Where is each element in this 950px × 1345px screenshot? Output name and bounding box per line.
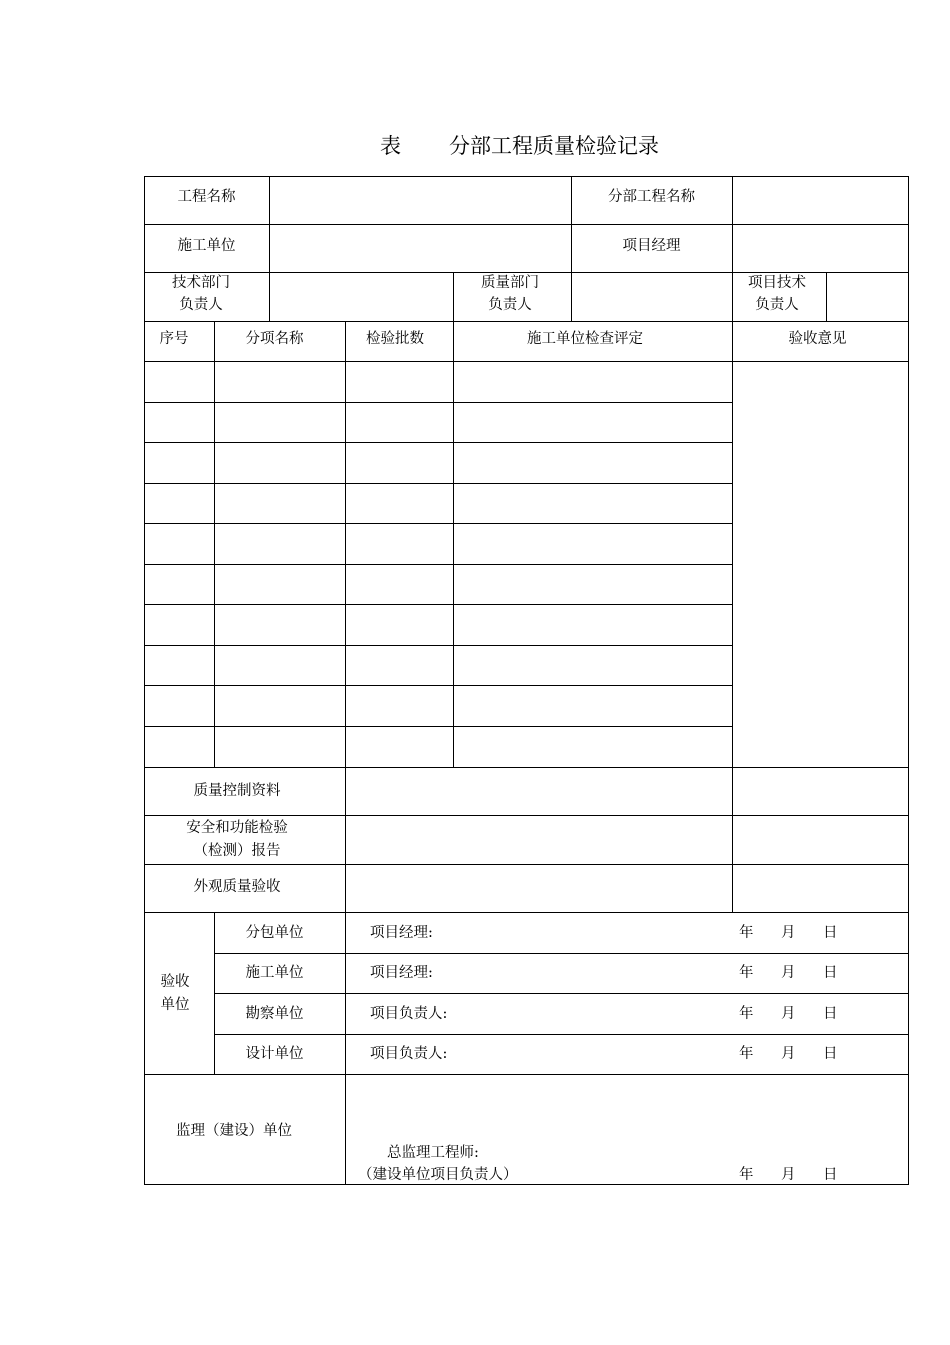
appearance-check-opinion-field[interactable] [733,865,908,912]
acceptance-opinion-field[interactable] [733,362,908,767]
appearance-check-field[interactable] [346,865,732,912]
quality-dept-head-label-line2: 负责人 [488,297,532,313]
safety-report-opinion-field[interactable] [733,816,908,864]
project-manager-label: 项目经理 [622,238,681,254]
row-evaluation-cell[interactable] [454,727,732,766]
grid-line [144,321,909,322]
project-tech-head-label-line2: 负责人 [755,297,799,313]
tech-dept-head-label-line2: 负责人 [179,297,223,313]
sub-project-name-label: 分部工程名称 [608,189,695,205]
acceptance-unit-role: 项目经理: [370,965,433,981]
grid-line [908,176,909,1185]
chief-supervision-engineer-label: 总监理工程师: [387,1145,479,1161]
row-batch-count-cell[interactable] [346,646,453,685]
date-year: 年 [739,925,754,941]
date-month: 月 [781,1046,796,1062]
row-item-name-cell[interactable] [215,362,345,401]
row-item-name-cell[interactable] [215,524,345,563]
row-batch-count-cell[interactable] [346,362,453,401]
row-no-cell[interactable] [145,646,214,685]
grid-line [345,1074,346,1184]
date-day: 日 [823,1167,838,1183]
row-no-cell[interactable] [145,686,214,725]
column-header-batch-count: 检验批数 [366,331,424,347]
date-month: 月 [781,925,796,941]
project-name-field[interactable] [270,177,571,224]
row-item-name-cell[interactable] [215,565,345,604]
row-item-name-cell[interactable] [215,605,345,644]
tech-dept-head-field[interactable] [270,273,453,321]
acceptance-unit-role: 项目负责人: [370,1006,448,1022]
date-year: 年 [739,965,754,981]
row-no-cell[interactable] [145,362,214,401]
grid-line [214,993,909,994]
project-name-label: 工程名称 [177,189,236,205]
owner-project-head-label: （建设单位项目负责人） [358,1167,518,1183]
grid-line [144,1074,909,1075]
row-no-cell[interactable] [145,524,214,563]
grid-line [214,953,909,954]
date-year: 年 [739,1006,754,1022]
row-item-name-cell[interactable] [215,403,345,442]
date-month: 月 [781,1167,796,1183]
column-header-acceptance-opinion: 验收意见 [788,331,847,347]
column-header-contractor-evaluation: 施工单位检查评定 [527,331,643,347]
quality-control-label: 质量控制资料 [193,783,281,799]
row-item-name-cell[interactable] [215,484,345,523]
row-evaluation-cell[interactable] [454,646,732,685]
title-main: 分部工程质量检验记录 [449,134,659,158]
row-batch-count-cell[interactable] [346,403,453,442]
row-no-cell[interactable] [145,565,214,604]
grid-line [345,912,346,1074]
date-day: 日 [823,965,838,981]
row-batch-count-cell[interactable] [346,565,453,604]
row-batch-count-cell[interactable] [346,443,453,482]
quality-control-field[interactable] [346,768,732,815]
project-tech-head-field[interactable] [827,273,908,321]
date-day: 日 [823,1046,838,1062]
date-month: 月 [781,1006,796,1022]
appearance-check-label: 外观质量验收 [193,879,281,895]
date-day: 日 [823,925,838,941]
row-batch-count-cell[interactable] [346,605,453,644]
date-month: 月 [781,965,796,981]
row-no-cell[interactable] [145,727,214,766]
row-no-cell[interactable] [145,443,214,482]
title-prefix: 表 [380,134,401,158]
row-evaluation-cell[interactable] [454,362,732,401]
date-day: 日 [823,1006,838,1022]
safety-report-label-line1: 安全和功能检验 [186,820,288,836]
row-no-cell[interactable] [145,484,214,523]
acceptance-unit-name: 分包单位 [245,925,304,941]
sub-project-name-field[interactable] [733,177,908,224]
row-item-name-cell[interactable] [215,646,345,685]
acceptance-label-line2: 单位 [160,997,190,1013]
row-evaluation-cell[interactable] [454,605,732,644]
row-item-name-cell[interactable] [215,727,345,766]
quality-dept-head-field[interactable] [572,273,732,321]
row-batch-count-cell[interactable] [346,686,453,725]
row-no-cell[interactable] [145,403,214,442]
safety-report-field[interactable] [346,816,732,864]
acceptance-unit-name: 勘察单位 [245,1006,304,1022]
row-evaluation-cell[interactable] [454,443,732,482]
row-evaluation-cell[interactable] [454,686,732,725]
acceptance-unit-name: 施工单位 [245,965,304,981]
project-manager-field[interactable] [733,225,908,272]
row-item-name-cell[interactable] [215,443,345,482]
supervision-unit-label: 监理（建设）单位 [176,1123,292,1139]
acceptance-unit-role: 项目负责人: [370,1046,448,1062]
acceptance-label-line1: 验收 [160,974,190,990]
row-batch-count-cell[interactable] [346,727,453,766]
contractor-label: 施工单位 [177,238,236,254]
row-evaluation-cell[interactable] [454,403,732,442]
grid-line [214,1034,909,1035]
row-evaluation-cell[interactable] [454,565,732,604]
safety-report-label-line2: （检测）报告 [193,843,281,859]
acceptance-unit-role: 项目经理: [370,925,433,941]
row-batch-count-cell[interactable] [346,484,453,523]
contractor-field[interactable] [270,225,571,272]
row-item-name-cell[interactable] [215,686,345,725]
quality-dept-head-label-line1: 质量部门 [481,275,539,291]
tech-dept-head-label-line1: 技术部门 [172,275,230,291]
acceptance-unit-name: 设计单位 [245,1046,304,1062]
row-no-cell[interactable] [145,605,214,644]
row-batch-count-cell[interactable] [346,524,453,563]
quality-control-opinion-field[interactable] [733,768,908,815]
date-year: 年 [739,1046,754,1062]
column-header-no: 序号 [159,331,189,347]
date-year: 年 [739,1167,754,1183]
row-evaluation-cell[interactable] [454,484,732,523]
row-evaluation-cell[interactable] [454,524,732,563]
column-header-item-name: 分项名称 [245,331,304,347]
project-tech-head-label-line1: 项目技术 [748,275,806,291]
grid-line [144,912,909,913]
